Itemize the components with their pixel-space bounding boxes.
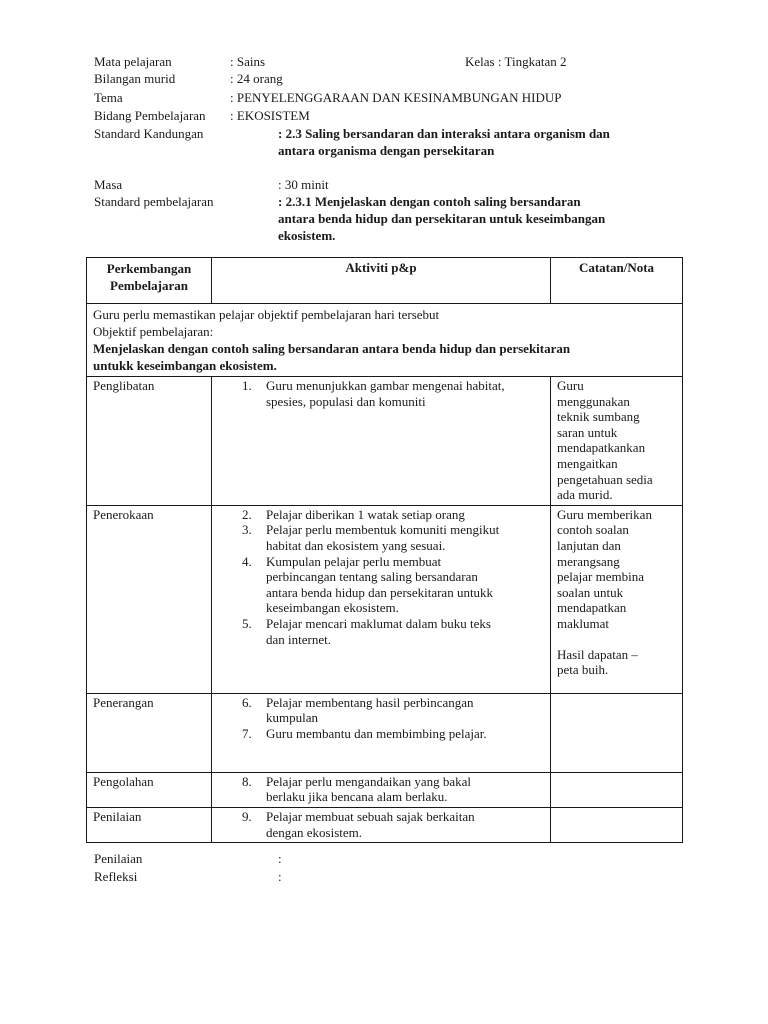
notes-line: soalan untuk: [557, 584, 624, 600]
notes-cell: [551, 377, 683, 506]
activity-text-line: spesies, populasi dan komuniti: [266, 393, 426, 409]
notes-line: contoh soalan: [557, 522, 629, 538]
activity-text-line: keseimbangan ekosistem.: [266, 600, 399, 616]
activity-text-line: Kumpulan pelajar perlu membuat: [266, 553, 442, 569]
activity-cell: [212, 772, 551, 807]
notes-line: maklumat: [557, 615, 609, 631]
activity-text-line: Guru membantu dan membimbing pelajar.: [266, 725, 487, 741]
objective-text-line1: Menjelaskan dengan contoh saling bersandaran antara benda hidup dan persekitaran: [93, 341, 571, 356]
objective-cell: [87, 304, 683, 377]
time-value: : 30 minit: [278, 177, 329, 192]
activity-text-line: Pelajar diberikan 1 watak setiap orang: [266, 506, 465, 522]
students-label: Bilangan murid: [94, 71, 176, 86]
activity-number: 6.: [242, 694, 252, 710]
header-stage-line2: Pembelajaran: [110, 278, 188, 293]
notes-line: Guru memberikan: [557, 506, 652, 522]
activity-number: 3.: [242, 522, 252, 538]
notes-cell: [551, 772, 683, 807]
notes-line: merangsang: [557, 553, 620, 569]
activity-number: 9.: [242, 808, 252, 824]
notes-line: pelajar membina: [557, 569, 644, 585]
content-standard-line2: antara organisma dengan persekitaran: [278, 143, 495, 158]
assessment-label: Penilaian: [94, 851, 143, 866]
notes-line: menggunakan: [557, 393, 630, 409]
reflection-row: [94, 869, 282, 886]
activity-number: 8.: [242, 773, 252, 789]
table-row: [87, 505, 683, 693]
notes-line: teknik sumbang: [557, 409, 640, 425]
notes-cell: [551, 505, 683, 693]
header-notes: Catatan/Nota: [551, 258, 683, 304]
activity-text-line: habitat dan ekosistem yang sesuai.: [266, 537, 446, 553]
activity-number: 4.: [242, 553, 252, 569]
content-standard-label: Standard Kandungan: [94, 126, 204, 141]
notes-line: Guru: [557, 378, 584, 393]
activity-number: 1.: [242, 378, 252, 393]
content-standard-line1: : 2.3 Saling bersandaran dan interaksi antara organism dan: [278, 126, 610, 141]
activity-text-line: antara benda hidup dan persekitaran untukk: [266, 584, 494, 600]
activity-item: [218, 726, 544, 742]
notes-line: pengetahuan sedia: [557, 471, 653, 487]
activity-list: [218, 507, 544, 647]
activity-list: [218, 809, 544, 840]
notes-line: Hasil dapatan –: [557, 646, 638, 662]
learning-standard-line2: antara benda hidup dan persekitaran untuk keseimbangan: [278, 211, 606, 226]
subject-value: : Sains: [230, 54, 266, 69]
activity-text-line: perbincangan tentang saling bersandaran: [266, 569, 478, 585]
activity-text-line: berlaku jika bencana alam berlaku.: [266, 789, 448, 805]
objective-label: Objektif pembelajaran:: [93, 324, 214, 339]
notes-line: peta buih.: [557, 662, 609, 678]
activity-text-line: Pelajar membuat sebuah sajak berkaitan: [266, 808, 475, 824]
activity-item: [218, 809, 544, 840]
activity-item: [218, 695, 544, 726]
theme-label: Tema: [94, 90, 123, 105]
header-activity: Aktiviti p&p: [212, 258, 551, 304]
activity-text-line: Pelajar perlu mengandaikan yang bakal: [266, 773, 472, 789]
activity-list: [218, 695, 544, 742]
students-value: : 24 orang: [230, 71, 283, 86]
stage-cell: Penerokaan: [87, 505, 212, 693]
notes-cell: [551, 807, 683, 842]
objective-row: [87, 304, 683, 377]
activity-text-line: dan internet.: [266, 631, 331, 647]
table-row: [87, 772, 683, 807]
activity-number: 2.: [242, 506, 252, 522]
assessment-row: [94, 851, 282, 868]
activity-text-line: kumpulan: [266, 710, 318, 726]
notes-line: mendapatkankan: [557, 440, 646, 456]
table-row: [87, 693, 683, 772]
activity-text-line: Pelajar membentang hasil perbincangan: [266, 694, 474, 710]
reflection-label: Refleksi: [94, 869, 138, 884]
activity-text-line: Pelajar perlu membentuk komuniti mengikut: [266, 522, 500, 538]
objective-text-line2: untukk keseimbangan ekosistem.: [93, 358, 277, 373]
theme-value: : PENYELENGGARAAN DAN KESINAMBUNGAN HIDUP: [230, 90, 562, 105]
activity-number: 7.: [242, 725, 252, 741]
activity-item: [218, 522, 544, 553]
subject-label: Mata pelajaran: [94, 54, 172, 69]
stage-cell: Pengolahan: [87, 772, 212, 807]
activity-list: [218, 378, 544, 409]
table-row: [87, 807, 683, 842]
reflection-colon: :: [278, 869, 282, 884]
stage-cell: Penilaian: [87, 807, 212, 842]
notes-cell: [551, 693, 683, 772]
assessment-colon: :: [278, 851, 282, 866]
activity-list: [218, 774, 544, 805]
table-header-row: [87, 258, 683, 304]
notes-line: ada murid.: [557, 487, 613, 503]
notes-line: lanjutan dan: [557, 537, 621, 553]
activity-cell: [212, 377, 551, 506]
activity-number: 5.: [242, 615, 252, 631]
stage-rows: [87, 377, 683, 843]
activity-item: [218, 507, 544, 523]
stage-cell: Penerangan: [87, 693, 212, 772]
notes-line: saran untuk: [557, 424, 618, 440]
header-stage: [87, 258, 212, 304]
lesson-plan-table: [86, 257, 683, 843]
activity-item: [218, 554, 544, 616]
field-label: Bidang Pembelajaran: [94, 108, 206, 123]
activity-cell: [212, 505, 551, 693]
header-stage-line1: Perkembangan: [106, 261, 192, 276]
table-row: [87, 377, 683, 506]
stage-cell: Penglibatan: [87, 377, 212, 506]
notes-line: mengaitkan: [557, 455, 618, 471]
class-label: Kelas : Tingkatan 2: [465, 54, 567, 69]
activity-text-line: dengan ekosistem.: [266, 824, 363, 840]
activity-text-line: Guru menunjukkan gambar mengenai habitat,: [266, 378, 505, 393]
notes-line: mendapatkan: [557, 600, 627, 616]
activity-item: [218, 774, 544, 805]
objective-intro: Guru perlu memastikan pelajar objektif pembelajaran hari tersebut: [93, 307, 440, 322]
learning-standard-line3: ekosistem.: [278, 228, 336, 243]
learning-standard-label: Standard pembelajaran: [94, 194, 214, 209]
learning-standard-line1: : 2.3.1 Menjelaskan dengan contoh saling bersandaran: [278, 194, 581, 209]
time-label: Masa: [94, 177, 123, 192]
activity-cell: [212, 807, 551, 842]
activity-text-line: Pelajar mencari maklumat dalam buku teks: [266, 615, 491, 631]
activity-cell: [212, 693, 551, 772]
activity-item: [218, 378, 544, 409]
notes-line: [557, 632, 676, 647]
activity-item: [218, 616, 544, 647]
field-value: : EKOSISTEM: [230, 108, 310, 123]
